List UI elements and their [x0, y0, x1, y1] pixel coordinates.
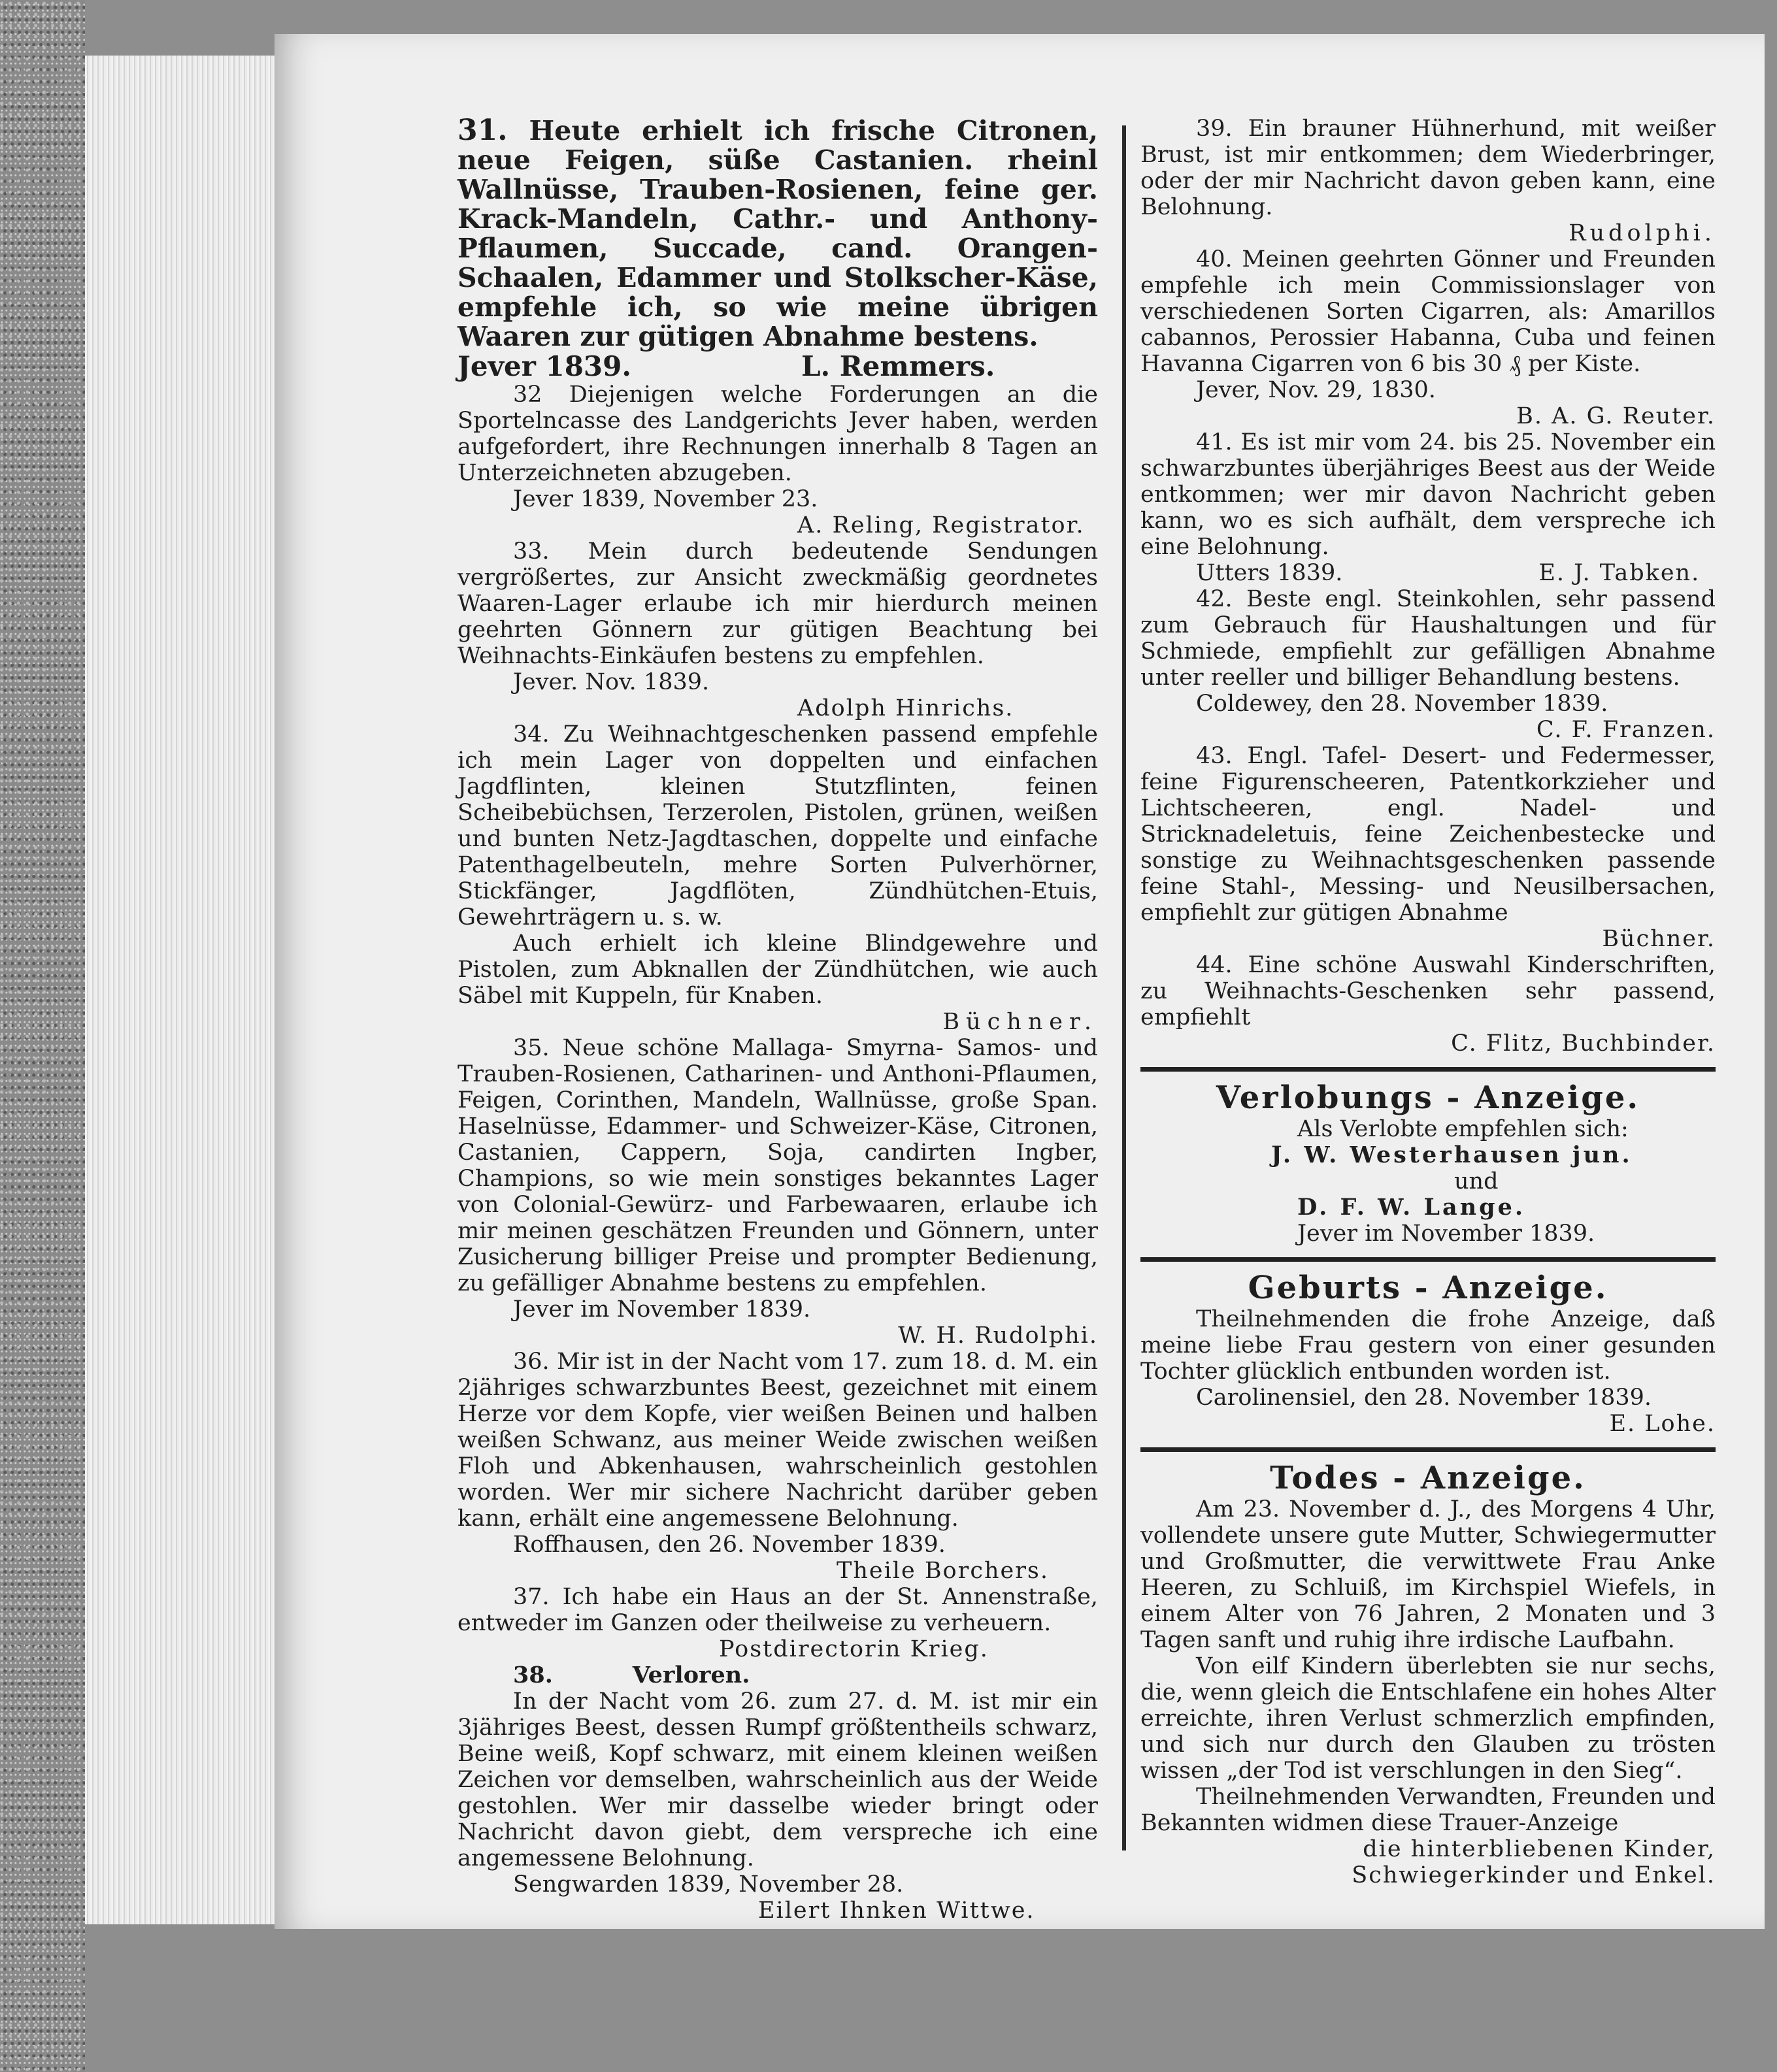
ad-text: 35. Neue schöne Mallaga- Smyrna- Samos- und Trauben-Rosienen, Catharinen- und Anthoni-Pflaumen, Feigen, Corinthen, Mandeln, Wallnüsse, große Span. Haselnüsse, Edammer- und Schweizer-Käse, Citronen, Castanien, Cappern, Soja, candirten Ingber, Champions, so wie mein sonstiges bekanntes Lager von Colonial-Gewürz- und Farbewaaren, erlaube ich mir meinen geschätzen Freunden und Gönnern, unter Zusicherung billiger Preise und prompter Bedienung, zu gefälliger Abnahme bestens zu empfehlen. [457, 1035, 1098, 1296]
ad-signature: Büchner. [1602, 926, 1716, 952]
ad-signature: Theile Borchers. [837, 1558, 1050, 1584]
ad-text: Heute erhielt ich frische Citronen, neue Feigen, süße Castanien. rheinl Wallnüsse, Trauben-Rosienen, feine ger. Krack-Mandeln, Cathr.- und Anthony-Pflaumen, Succade, cand. Orangen-Schaalen, Edammer und Stolkscher-Käse, empfehle ich, so wie meine übrigen Waaren zur gütigen Abnahme bestens. [457, 115, 1098, 352]
ad-42 [1140, 586, 1716, 743]
ad-text: 43. Engl. Tafel- Desert- und Federmesser, feine Figurenscheeren, Patentkorkzieher und Lichtscheeren, engl. Nadel- und Stricknadeletuis, feine Zeichenbestecke und sonstige zu Weihnachtsgeschenken passende feine Stahl-, Messing- und Neusilbersachen, empfiehlt zur gütigen Abnahme [1140, 743, 1716, 926]
ad-date: Sengwarden 1839, November 28. [513, 1871, 904, 1898]
ad-36 [457, 1349, 1098, 1584]
notice-heading: Geburts - Anzeige. [1248, 1270, 1608, 1306]
ad-signature: L. Remmers. [801, 350, 995, 382]
ad-37 [457, 1584, 1098, 1662]
ad-text: 42. Beste engl. Steinkohlen, sehr passend zum Gebrauch für Haushaltungen und für Schmiede, empfiehlt zur gefälligen Abnahme unter reeller und billiger Behandlung bestens. [1140, 586, 1716, 691]
ad-signature: Postdirectorin Krieg. [719, 1636, 989, 1662]
ad-text: 41. Es ist mir vom 24. bis 25. November ein schwarzbuntes überjähriges Beest aus der Weide entkommen; wer mir davon Nachricht geben kann, wo es sich aufhält, dem verspreche ich eine Belohnung. [1140, 429, 1716, 560]
notice-text-3: Theilnehmenden Verwandten, Freunden und Bekannten widmen diese Trauer-Anzeige [1140, 1784, 1716, 1836]
engaged-name-1: J. W. Westerhausen jun. [1271, 1142, 1633, 1168]
column-divider [1122, 125, 1126, 1850]
ad-date: Jever. Nov. 1839. [513, 669, 710, 695]
ad-40 [1140, 246, 1716, 429]
notice-date: Jever im November 1839. [1297, 1221, 1595, 1247]
ad-signature: C. Flitz, Buchbinder. [1451, 1030, 1716, 1057]
ad-signature: A. Reling, Registrator. [797, 512, 1085, 538]
ad-text: 39. Ein brauner Hühnerhund, mit weißer Brust, ist mir entkommen; dem Wiederbringer, oder der mir Nachricht davon geben kann, eine Belohnung. [1140, 116, 1716, 220]
ad-text: 40. Meinen geehrten Gönner und Freunden empfehle ich mein Commissionslager von verschiedenen Sorten Cigarren, als: Amarillos cabannos, Perossier Habanna, Cuba und feinen Havanna Cigarren von 6 bis 30 ₰ per Kiste. [1140, 246, 1716, 377]
ad-34 [457, 721, 1098, 1035]
notice-text: Am 23. November d. J., des Morgens 4 Uhr, vollendete unsere gute Mutter, Schwiegermutter und Großmutter, die verwittwete Frau Anke Heeren, zu Schluiß, im Kirchspiel Wiefels, in einem Alter von 76 Jahren, 2 Monaten und 3 Tagen sanft und ruhig ihre irdische Laufbahn. [1140, 1496, 1716, 1653]
ad-text: 37. Ich habe ein Haus an der St. Annenstraße, entweder im Ganzen oder theilweise zu verheuern. [457, 1584, 1098, 1636]
ad-39 [1140, 116, 1716, 246]
ad-date: Coldewey, den 28. November 1839. [1196, 691, 1608, 717]
section-rule [1140, 1447, 1716, 1452]
ad-text: In der Nacht vom 26. zum 27. d. M. ist mir ein 3jähriges Beest, dessen Rumpf größtentheils schwarz, Beine weiß, Kopf schwarz, mit einem kleinen weißen Zeichen vor demselben, wahrscheinlich aus der Weide gestohlen. Wer mir dasselbe wieder bringt oder Nachricht davon giebt, dem verspreche ich eine angemessene Belohnung. [457, 1688, 1098, 1871]
book-cover-edge [0, 0, 85, 2072]
ad-signature: C. F. Franzen. [1536, 717, 1716, 743]
death-notice [1140, 1460, 1716, 1888]
notice-intro: Als Verlobte empfehlen sich: [1297, 1116, 1629, 1142]
page-stack-edges [85, 56, 276, 1924]
ad-32 [457, 382, 1098, 538]
ad-38 [457, 1662, 1098, 1924]
ad-text: 44. Eine schöne Auswahl Kinderschriften, zu Weihnachts-Geschenken sehr passend, empfiehlt [1140, 952, 1716, 1030]
notice-and: und [1454, 1168, 1499, 1194]
right-column [1140, 116, 1716, 1888]
section-rule [1140, 1067, 1716, 1072]
engagement-notice [1140, 1079, 1716, 1247]
ad-44 [1140, 952, 1716, 1057]
ad-date: Jever, Nov. 29, 1830. [1196, 377, 1436, 403]
notice-heading: Verlobungs - Anzeige. [1216, 1079, 1640, 1116]
ad-signature: Adolph Hinrichs. [797, 695, 1014, 721]
ad-signature: B. A. G. Reuter. [1516, 403, 1716, 429]
ad-date: Utters 1839. [1196, 560, 1343, 586]
ad-date: Roffhausen, den 26. November 1839. [513, 1532, 946, 1558]
ad-number: 31. [457, 114, 508, 147]
ad-signature: Eilert Ihnken Wittwe. [758, 1898, 1035, 1924]
ad-33 [457, 538, 1098, 721]
ad-heading: 38. Verloren. [513, 1662, 750, 1688]
ad-signature: E. J. Tabken. [1538, 560, 1701, 586]
ad-text-2: Auch erhielt ich kleine Blindgewehre und Pistolen, zum Abknallen der Zündhütchen, wie auch Säbel mit Kuppeln, für Knaben. [457, 930, 1098, 1009]
notice-signature-2: Schwiegerkinder und Enkel. [1352, 1862, 1716, 1888]
ad-text: 32 Diejenigen welche Forderungen an die Sportelncasse des Landgerichts Jever haben, werden aufgefordert, ihre Rechnungen innerhalb 8 Tagen an Unterzeichneten abzugeben. [457, 382, 1098, 486]
notice-heading: Todes - Anzeige. [1270, 1460, 1586, 1496]
birth-notice [1140, 1270, 1716, 1437]
notice-signature: E. Lohe. [1609, 1411, 1716, 1437]
ad-35 [457, 1035, 1098, 1349]
ad-text: 33. Mein durch bedeutende Sendungen vergrößertes, zur Ansicht zweckmäßig geordnetes Waaren-Lager erlaube ich mir hierdurch meinen geehrten Gönnern zur gütigen Beachtung bei Weihnachts-Einkäufen bestens zu empfehlen. [457, 538, 1098, 669]
ad-31 [457, 116, 1098, 382]
notice-date: Carolinensiel, den 28. November 1839. [1196, 1385, 1652, 1411]
engaged-name-2: D. F. W. Lange. [1297, 1194, 1526, 1221]
notice-text-2: Von eilf Kindern überlebten sie nur sechs, die, wenn gleich die Entschlafene ein hohes Alter erreichte, ihren Verlust schmerzlich empfinden, und sich nur durch den Glauben zu trösten wissen „der Tod ist verschlungen in den Sieg“. [1140, 1653, 1716, 1784]
ad-41 [1140, 429, 1716, 586]
ad-signature: W. H. Rudolphi. [898, 1323, 1098, 1349]
ad-date: Jever im November 1839. [513, 1296, 811, 1323]
ad-place: Jever 1839. [457, 350, 631, 382]
section-rule [1140, 1257, 1716, 1262]
ad-43 [1140, 743, 1716, 952]
ad-text: 36. Mir ist in der Nacht vom 17. zum 18. d. M. ein 2jähriges schwarzbuntes Beest, gezeichnet mit einem Herze vor dem Kopfe, vier weißen Beinen und halben weißen Schwanz, aus meiner Weide zwischen weißen Floh und Abkenhausen, wahrscheinlich gestohlen worden. Wer mir sichere Nachricht darüber geben kann, erhält eine angemessene Belohnung. [457, 1349, 1098, 1532]
ad-text: 34. Zu Weihnachtgeschenken passend empfehle ich mein Lager von doppelten und einfachen Jagdflinten, kleinen Stutzflinten, feinen Scheibebüchsen, Terzerolen, Pistolen, grünen, weißen und bunten Netz-Jagdtaschen, doppelte und einfache Patenthagelbeuteln, mehre Sorten Pulverhörner, Stickfänger, Jagdflöten, Zündhütchen-Etuis, Gewehrträgern u. s. w. [457, 721, 1098, 930]
notice-signature-1: die hinterbliebenen Kinder, [1363, 1836, 1716, 1862]
newspaper-page [274, 34, 1765, 1929]
ad-signature: Rudolphi. [1569, 220, 1716, 246]
ad-signature: Büchner. [942, 1009, 1098, 1035]
notice-text: Theilnehmenden die frohe Anzeige, daß meine liebe Frau gestern von einer gesunden Tochter glücklich entbunden worden ist. [1140, 1306, 1716, 1385]
ad-date: Jever 1839, November 23. [513, 486, 818, 512]
